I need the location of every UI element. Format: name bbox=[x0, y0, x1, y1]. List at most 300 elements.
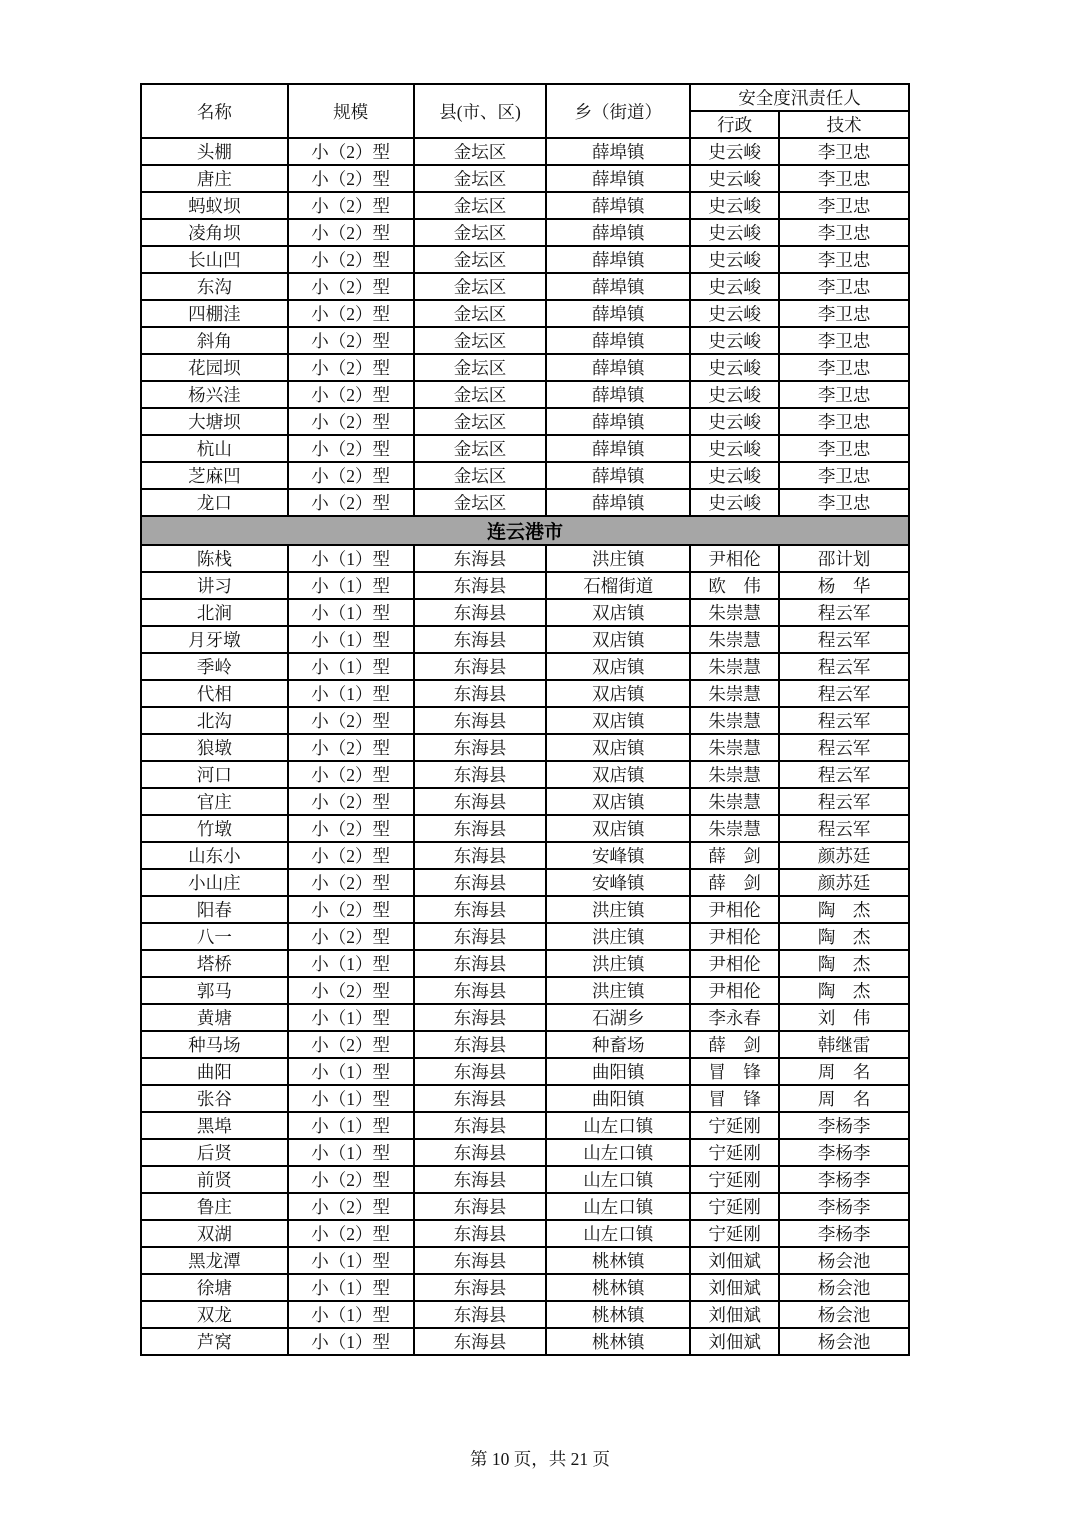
cell-county: 金坛区 bbox=[414, 300, 547, 327]
cell-name: 凌角坝 bbox=[141, 219, 288, 246]
cell-name: 阳春 bbox=[141, 896, 288, 923]
cell-tech: 程云军 bbox=[779, 761, 909, 788]
cell-tech: 李卫忠 bbox=[779, 327, 909, 354]
table-row bbox=[141, 869, 909, 896]
cell-name: 长山凹 bbox=[141, 246, 288, 273]
cell-name: 北涧 bbox=[141, 599, 288, 626]
table-row bbox=[141, 1220, 909, 1247]
cell-name: 头棚 bbox=[141, 138, 288, 165]
table-row bbox=[141, 761, 909, 788]
cell-tech: 李卫忠 bbox=[779, 138, 909, 165]
cell-scale: 小（2）型 bbox=[288, 815, 414, 842]
cell-scale: 小（1）型 bbox=[288, 599, 414, 626]
cell-township: 双店镇 bbox=[546, 707, 690, 734]
cell-name: 竹墩 bbox=[141, 815, 288, 842]
cell-tech: 李卫忠 bbox=[779, 435, 909, 462]
table-row bbox=[141, 923, 909, 950]
cell-tech: 李杨李 bbox=[779, 1112, 909, 1139]
cell-county: 东海县 bbox=[414, 1220, 547, 1247]
cell-name: 双湖 bbox=[141, 1220, 288, 1247]
page-footer: 第 10 页，共 21 页 bbox=[470, 1449, 610, 1469]
cell-name: 龙口 bbox=[141, 489, 288, 516]
cell-county: 东海县 bbox=[414, 545, 547, 572]
cell-county: 金坛区 bbox=[414, 354, 547, 381]
cell-name: 唐庄 bbox=[141, 165, 288, 192]
cell-scale: 小（2）型 bbox=[288, 489, 414, 516]
cell-name: 郭马 bbox=[141, 977, 288, 1004]
cell-admin: 李永春 bbox=[690, 1004, 779, 1031]
cell-name: 黄塘 bbox=[141, 1004, 288, 1031]
cell-township: 双店镇 bbox=[546, 761, 690, 788]
cell-county: 东海县 bbox=[414, 599, 547, 626]
table-row bbox=[141, 1031, 909, 1058]
header-scale: 规模 bbox=[288, 84, 414, 138]
table-row bbox=[141, 327, 909, 354]
table-row bbox=[141, 572, 909, 599]
cell-township: 薛埠镇 bbox=[546, 354, 690, 381]
cell-township: 山左口镇 bbox=[546, 1193, 690, 1220]
cell-admin: 尹相伦 bbox=[690, 896, 779, 923]
cell-county: 金坛区 bbox=[414, 192, 547, 219]
cell-tech: 李卫忠 bbox=[779, 354, 909, 381]
cell-scale: 小（2）型 bbox=[288, 788, 414, 815]
table-row bbox=[141, 842, 909, 869]
cell-county: 东海县 bbox=[414, 950, 547, 977]
cell-scale: 小（2）型 bbox=[288, 869, 414, 896]
cell-township: 曲阳镇 bbox=[546, 1058, 690, 1085]
cell-township: 洪庄镇 bbox=[546, 923, 690, 950]
cell-name: 八一 bbox=[141, 923, 288, 950]
cell-tech: 杨会池 bbox=[779, 1301, 909, 1328]
cell-county: 金坛区 bbox=[414, 435, 547, 462]
cell-scale: 小（2）型 bbox=[288, 1220, 414, 1247]
cell-name: 双龙 bbox=[141, 1301, 288, 1328]
cell-name: 杭山 bbox=[141, 435, 288, 462]
table-row bbox=[141, 1328, 909, 1355]
cell-name: 季岭 bbox=[141, 653, 288, 680]
cell-township: 薛埠镇 bbox=[546, 273, 690, 300]
cell-tech: 李杨李 bbox=[779, 1166, 909, 1193]
cell-admin: 朱崇慧 bbox=[690, 653, 779, 680]
city-section-row bbox=[141, 516, 909, 545]
cell-tech: 韩继雷 bbox=[779, 1031, 909, 1058]
table-row bbox=[141, 354, 909, 381]
cell-scale: 小（2）型 bbox=[288, 462, 414, 489]
header-township: 乡（街道） bbox=[546, 84, 690, 138]
table-body bbox=[141, 138, 909, 1355]
cell-admin: 朱崇慧 bbox=[690, 599, 779, 626]
cell-county: 东海县 bbox=[414, 842, 547, 869]
table-row bbox=[141, 1112, 909, 1139]
table-row bbox=[141, 1247, 909, 1274]
cell-scale: 小（1）型 bbox=[288, 572, 414, 599]
cell-scale: 小（2）型 bbox=[288, 707, 414, 734]
cell-township: 薛埠镇 bbox=[546, 138, 690, 165]
cell-county: 金坛区 bbox=[414, 219, 547, 246]
cell-township: 种畜场 bbox=[546, 1031, 690, 1058]
cell-scale: 小（1）型 bbox=[288, 680, 414, 707]
cell-scale: 小（1）型 bbox=[288, 626, 414, 653]
cell-name: 山东小 bbox=[141, 842, 288, 869]
cell-scale: 小（2）型 bbox=[288, 896, 414, 923]
cell-township: 双店镇 bbox=[546, 734, 690, 761]
table-row bbox=[141, 246, 909, 273]
cell-county: 东海县 bbox=[414, 1247, 547, 1274]
cell-name: 芝麻凹 bbox=[141, 462, 288, 489]
table-row bbox=[141, 1139, 909, 1166]
table-row bbox=[141, 950, 909, 977]
cell-tech: 程云军 bbox=[779, 680, 909, 707]
cell-township: 薛埠镇 bbox=[546, 300, 690, 327]
cell-tech: 陶 杰 bbox=[779, 896, 909, 923]
table-row bbox=[141, 788, 909, 815]
cell-scale: 小（1）型 bbox=[288, 1301, 414, 1328]
cell-scale: 小（2）型 bbox=[288, 138, 414, 165]
cell-tech: 程云军 bbox=[779, 734, 909, 761]
cell-tech: 李卫忠 bbox=[779, 489, 909, 516]
cell-tech: 李卫忠 bbox=[779, 273, 909, 300]
cell-tech: 李卫忠 bbox=[779, 219, 909, 246]
table-row bbox=[141, 1166, 909, 1193]
cell-name: 小山庄 bbox=[141, 869, 288, 896]
cell-county: 东海县 bbox=[414, 815, 547, 842]
cell-county: 东海县 bbox=[414, 1328, 547, 1355]
cell-admin: 刘佃斌 bbox=[690, 1274, 779, 1301]
cell-county: 东海县 bbox=[414, 1031, 547, 1058]
cell-county: 东海县 bbox=[414, 1139, 547, 1166]
cell-county: 东海县 bbox=[414, 680, 547, 707]
cell-admin: 史云峻 bbox=[690, 408, 779, 435]
cell-county: 东海县 bbox=[414, 1004, 547, 1031]
cell-scale: 小（2）型 bbox=[288, 923, 414, 950]
cell-tech: 周 名 bbox=[779, 1058, 909, 1085]
cell-county: 东海县 bbox=[414, 869, 547, 896]
cell-name: 塔桥 bbox=[141, 950, 288, 977]
cell-name: 芦窝 bbox=[141, 1328, 288, 1355]
cell-tech: 李杨李 bbox=[779, 1220, 909, 1247]
cell-township: 薛埠镇 bbox=[546, 165, 690, 192]
cell-scale: 小（1）型 bbox=[288, 1328, 414, 1355]
table-row bbox=[141, 1301, 909, 1328]
cell-tech: 李卫忠 bbox=[779, 165, 909, 192]
cell-township: 洪庄镇 bbox=[546, 896, 690, 923]
cell-scale: 小（1）型 bbox=[288, 1112, 414, 1139]
cell-township: 薛埠镇 bbox=[546, 219, 690, 246]
cell-scale: 小（2）型 bbox=[288, 300, 414, 327]
cell-county: 东海县 bbox=[414, 1085, 547, 1112]
cell-county: 东海县 bbox=[414, 977, 547, 1004]
cell-county: 东海县 bbox=[414, 788, 547, 815]
cell-name: 官庄 bbox=[141, 788, 288, 815]
cell-township: 桃林镇 bbox=[546, 1328, 690, 1355]
cell-name: 曲阳 bbox=[141, 1058, 288, 1085]
cell-township: 薛埠镇 bbox=[546, 381, 690, 408]
cell-township: 薛埠镇 bbox=[546, 327, 690, 354]
cell-name: 鲁庄 bbox=[141, 1193, 288, 1220]
cell-admin: 薛 剑 bbox=[690, 842, 779, 869]
cell-name: 大塘坝 bbox=[141, 408, 288, 435]
cell-county: 东海县 bbox=[414, 1112, 547, 1139]
table-row bbox=[141, 626, 909, 653]
table-row bbox=[141, 273, 909, 300]
cell-tech: 李卫忠 bbox=[779, 462, 909, 489]
cell-admin: 朱崇慧 bbox=[690, 626, 779, 653]
cell-county: 东海县 bbox=[414, 761, 547, 788]
cell-tech: 颜苏廷 bbox=[779, 842, 909, 869]
cell-tech: 邵计划 bbox=[779, 545, 909, 572]
cell-county: 东海县 bbox=[414, 734, 547, 761]
cell-scale: 小（1）型 bbox=[288, 545, 414, 572]
cell-scale: 小（1）型 bbox=[288, 1058, 414, 1085]
cell-admin: 冒 锋 bbox=[690, 1085, 779, 1112]
table-row bbox=[141, 707, 909, 734]
cell-township: 安峰镇 bbox=[546, 842, 690, 869]
cell-scale: 小（2）型 bbox=[288, 354, 414, 381]
cell-tech: 陶 杰 bbox=[779, 950, 909, 977]
table-row bbox=[141, 192, 909, 219]
cell-admin: 史云峻 bbox=[690, 138, 779, 165]
table-row bbox=[141, 545, 909, 572]
table-row bbox=[141, 734, 909, 761]
reservoir-table bbox=[140, 83, 910, 1356]
cell-township: 双店镇 bbox=[546, 815, 690, 842]
table-row bbox=[141, 653, 909, 680]
cell-tech: 李杨李 bbox=[779, 1139, 909, 1166]
cell-tech: 李卫忠 bbox=[779, 381, 909, 408]
cell-scale: 小（1）型 bbox=[288, 1139, 414, 1166]
cell-admin: 朱崇慧 bbox=[690, 815, 779, 842]
cell-admin: 朱崇慧 bbox=[690, 680, 779, 707]
cell-admin: 冒 锋 bbox=[690, 1058, 779, 1085]
header-tech: 技术 bbox=[779, 111, 909, 138]
table-row bbox=[141, 896, 909, 923]
cell-scale: 小（1）型 bbox=[288, 1085, 414, 1112]
cell-tech: 李卫忠 bbox=[779, 408, 909, 435]
cell-township: 双店镇 bbox=[546, 653, 690, 680]
table-row bbox=[141, 680, 909, 707]
cell-tech: 杨会池 bbox=[779, 1328, 909, 1355]
cell-name: 蚂蚁坝 bbox=[141, 192, 288, 219]
cell-tech: 程云军 bbox=[779, 788, 909, 815]
cell-name: 四棚洼 bbox=[141, 300, 288, 327]
cell-scale: 小（1）型 bbox=[288, 1004, 414, 1031]
cell-county: 金坛区 bbox=[414, 462, 547, 489]
cell-admin: 薛 剑 bbox=[690, 869, 779, 896]
cell-county: 金坛区 bbox=[414, 165, 547, 192]
cell-township: 双店镇 bbox=[546, 599, 690, 626]
cell-admin: 史云峻 bbox=[690, 381, 779, 408]
cell-name: 花园坝 bbox=[141, 354, 288, 381]
cell-admin: 尹相伦 bbox=[690, 977, 779, 1004]
cell-county: 金坛区 bbox=[414, 489, 547, 516]
cell-township: 洪庄镇 bbox=[546, 545, 690, 572]
table-row bbox=[141, 489, 909, 516]
cell-scale: 小（2）型 bbox=[288, 327, 414, 354]
cell-tech: 周 名 bbox=[779, 1085, 909, 1112]
cell-county: 东海县 bbox=[414, 1058, 547, 1085]
cell-scale: 小（2）型 bbox=[288, 435, 414, 462]
cell-tech: 程云军 bbox=[779, 653, 909, 680]
table-row bbox=[141, 815, 909, 842]
cell-admin: 朱崇慧 bbox=[690, 761, 779, 788]
cell-scale: 小（2）型 bbox=[288, 734, 414, 761]
cell-admin: 史云峻 bbox=[690, 273, 779, 300]
cell-admin: 史云峻 bbox=[690, 489, 779, 516]
table-row bbox=[141, 219, 909, 246]
cell-admin: 史云峻 bbox=[690, 219, 779, 246]
cell-admin: 刘佃斌 bbox=[690, 1328, 779, 1355]
cell-township: 薛埠镇 bbox=[546, 489, 690, 516]
cell-admin: 尹相伦 bbox=[690, 923, 779, 950]
cell-tech: 刘 伟 bbox=[779, 1004, 909, 1031]
cell-scale: 小（2）型 bbox=[288, 1031, 414, 1058]
cell-scale: 小（2）型 bbox=[288, 842, 414, 869]
cell-admin: 宁延刚 bbox=[690, 1193, 779, 1220]
cell-admin: 宁延刚 bbox=[690, 1112, 779, 1139]
table-row bbox=[141, 462, 909, 489]
cell-admin: 史云峻 bbox=[690, 246, 779, 273]
cell-admin: 尹相伦 bbox=[690, 950, 779, 977]
cell-county: 金坛区 bbox=[414, 138, 547, 165]
table-row bbox=[141, 381, 909, 408]
cell-admin: 宁延刚 bbox=[690, 1139, 779, 1166]
cell-name: 黑龙潭 bbox=[141, 1247, 288, 1274]
cell-township: 山左口镇 bbox=[546, 1112, 690, 1139]
cell-tech: 杨会池 bbox=[779, 1274, 909, 1301]
table-row bbox=[141, 599, 909, 626]
cell-county: 东海县 bbox=[414, 572, 547, 599]
cell-township: 桃林镇 bbox=[546, 1301, 690, 1328]
cell-scale: 小（1）型 bbox=[288, 950, 414, 977]
cell-township: 薛埠镇 bbox=[546, 192, 690, 219]
cell-county: 东海县 bbox=[414, 1166, 547, 1193]
cell-admin: 史云峻 bbox=[690, 165, 779, 192]
cell-tech: 程云军 bbox=[779, 599, 909, 626]
header-name: 名称 bbox=[141, 84, 288, 138]
cell-admin: 刘佃斌 bbox=[690, 1247, 779, 1274]
cell-county: 东海县 bbox=[414, 896, 547, 923]
cell-township: 桃林镇 bbox=[546, 1274, 690, 1301]
cell-scale: 小（2）型 bbox=[288, 165, 414, 192]
cell-tech: 程云军 bbox=[779, 707, 909, 734]
cell-admin: 朱崇慧 bbox=[690, 707, 779, 734]
cell-tech: 李卫忠 bbox=[779, 300, 909, 327]
table-row bbox=[141, 165, 909, 192]
cell-township: 薛埠镇 bbox=[546, 435, 690, 462]
table-row bbox=[141, 1004, 909, 1031]
cell-scale: 小（2）型 bbox=[288, 761, 414, 788]
cell-admin: 史云峻 bbox=[690, 462, 779, 489]
cell-county: 金坛区 bbox=[414, 273, 547, 300]
cell-name: 徐塘 bbox=[141, 1274, 288, 1301]
header-row-top bbox=[141, 84, 909, 111]
cell-township: 山左口镇 bbox=[546, 1220, 690, 1247]
cell-name: 河口 bbox=[141, 761, 288, 788]
cell-tech: 陶 杰 bbox=[779, 923, 909, 950]
cell-name: 后贤 bbox=[141, 1139, 288, 1166]
cell-admin: 朱崇慧 bbox=[690, 734, 779, 761]
cell-tech: 颜苏廷 bbox=[779, 869, 909, 896]
cell-name: 前贤 bbox=[141, 1166, 288, 1193]
cell-name: 张谷 bbox=[141, 1085, 288, 1112]
cell-township: 山左口镇 bbox=[546, 1166, 690, 1193]
cell-tech: 李杨李 bbox=[779, 1193, 909, 1220]
table-row bbox=[141, 1193, 909, 1220]
cell-township: 桃林镇 bbox=[546, 1247, 690, 1274]
cell-county: 金坛区 bbox=[414, 408, 547, 435]
cell-scale: 小（1）型 bbox=[288, 653, 414, 680]
cell-scale: 小（1）型 bbox=[288, 1247, 414, 1274]
cell-township: 山左口镇 bbox=[546, 1139, 690, 1166]
cell-tech: 杨 华 bbox=[779, 572, 909, 599]
table-row bbox=[141, 977, 909, 1004]
cell-tech: 李卫忠 bbox=[779, 192, 909, 219]
cell-name: 代相 bbox=[141, 680, 288, 707]
cell-tech: 程云军 bbox=[779, 815, 909, 842]
cell-township: 洪庄镇 bbox=[546, 977, 690, 1004]
cell-admin: 宁延刚 bbox=[690, 1166, 779, 1193]
cell-name: 东沟 bbox=[141, 273, 288, 300]
header-admin: 行政 bbox=[690, 111, 779, 138]
cell-admin: 史云峻 bbox=[690, 327, 779, 354]
cell-name: 斜角 bbox=[141, 327, 288, 354]
cell-scale: 小（2）型 bbox=[288, 408, 414, 435]
cell-name: 北沟 bbox=[141, 707, 288, 734]
cell-scale: 小（2）型 bbox=[288, 273, 414, 300]
cell-tech: 程云军 bbox=[779, 626, 909, 653]
cell-name: 杨兴洼 bbox=[141, 381, 288, 408]
cell-admin: 朱崇慧 bbox=[690, 788, 779, 815]
cell-scale: 小（2）型 bbox=[288, 1193, 414, 1220]
cell-admin: 史云峻 bbox=[690, 354, 779, 381]
city-section-header: 连云港市 bbox=[141, 516, 909, 545]
cell-township: 薛埠镇 bbox=[546, 408, 690, 435]
cell-township: 安峰镇 bbox=[546, 869, 690, 896]
table-row bbox=[141, 435, 909, 462]
cell-county: 金坛区 bbox=[414, 246, 547, 273]
cell-admin: 史云峻 bbox=[690, 435, 779, 462]
cell-name: 种马场 bbox=[141, 1031, 288, 1058]
cell-tech: 杨会池 bbox=[779, 1247, 909, 1274]
cell-county: 东海县 bbox=[414, 653, 547, 680]
cell-scale: 小（2）型 bbox=[288, 246, 414, 273]
cell-name: 黑埠 bbox=[141, 1112, 288, 1139]
table-row bbox=[141, 300, 909, 327]
cell-scale: 小（2）型 bbox=[288, 219, 414, 246]
table-row bbox=[141, 1085, 909, 1112]
cell-county: 东海县 bbox=[414, 1193, 547, 1220]
cell-township: 双店镇 bbox=[546, 626, 690, 653]
cell-township: 双店镇 bbox=[546, 680, 690, 707]
cell-township: 曲阳镇 bbox=[546, 1085, 690, 1112]
cell-township: 石榴街道 bbox=[546, 572, 690, 599]
cell-name: 讲习 bbox=[141, 572, 288, 599]
table-row bbox=[141, 1274, 909, 1301]
table-row bbox=[141, 408, 909, 435]
cell-name: 陈栈 bbox=[141, 545, 288, 572]
cell-admin: 宁延刚 bbox=[690, 1220, 779, 1247]
cell-name: 狼墩 bbox=[141, 734, 288, 761]
cell-scale: 小（2）型 bbox=[288, 192, 414, 219]
cell-admin: 欧 伟 bbox=[690, 572, 779, 599]
cell-county: 金坛区 bbox=[414, 327, 547, 354]
table-header bbox=[141, 84, 909, 138]
header-county: 县(市、区) bbox=[414, 84, 547, 138]
table-row bbox=[141, 138, 909, 165]
cell-township: 薛埠镇 bbox=[546, 246, 690, 273]
cell-county: 东海县 bbox=[414, 707, 547, 734]
cell-township: 薛埠镇 bbox=[546, 462, 690, 489]
